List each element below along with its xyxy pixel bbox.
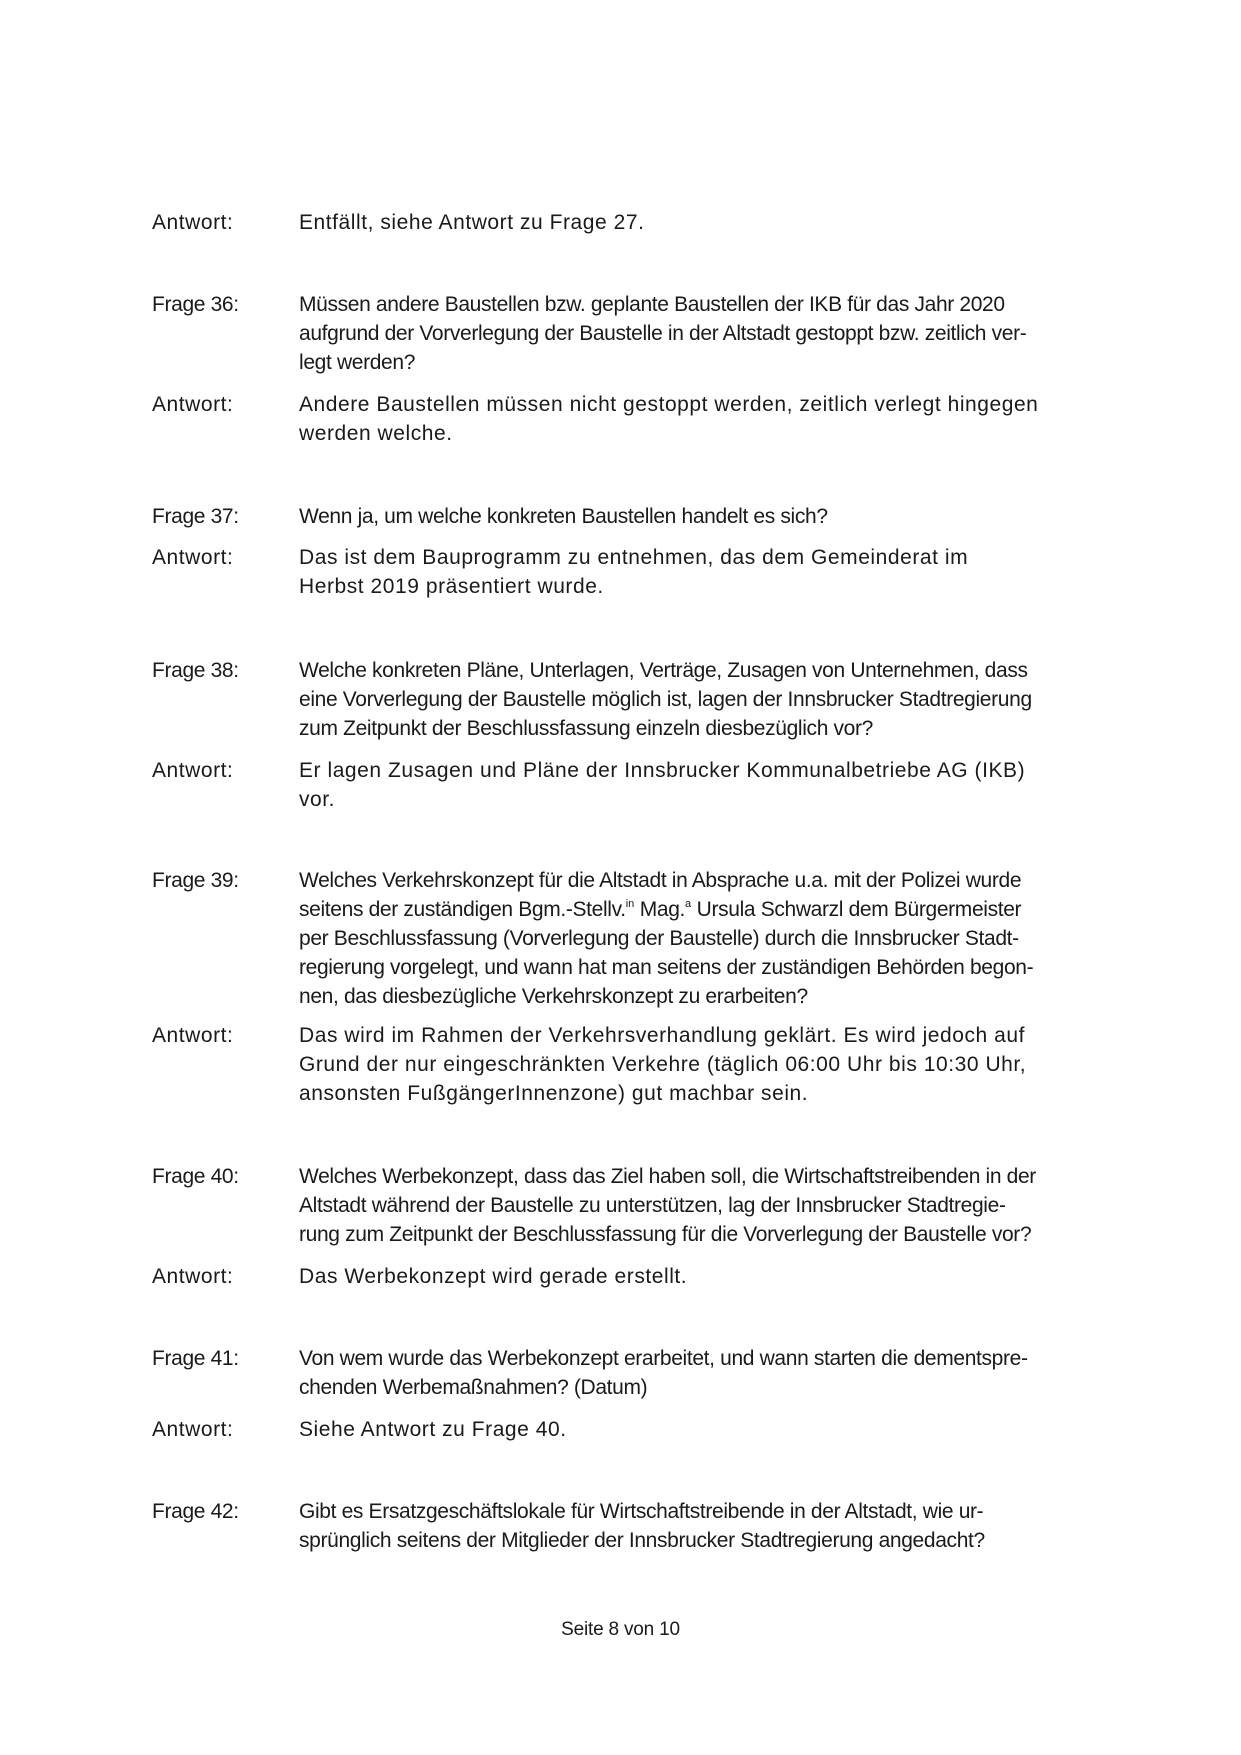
answer-text bbox=[299, 208, 1241, 237]
text-line: zum Zeitpunkt der Beschlussfassung einzeln diesbezüglich vor? bbox=[299, 717, 873, 740]
text-line: eine Vorverlegung der Baustelle möglich ist, lagen der Innsbrucker Stadtregierung bbox=[299, 688, 1032, 711]
answer-label: Antwort: bbox=[152, 759, 234, 782]
page-number-footer: Seite 8 von 10 bbox=[561, 1619, 680, 1640]
text-line: sprünglich seitens der Mitglieder der Innsbrucker Stadtregierung angedacht? bbox=[299, 1529, 985, 1552]
text-line: per Beschlussfassung (Vorverlegung der Baustelle) durch die Innsbrucker Stadt- bbox=[299, 927, 1019, 950]
question-text bbox=[299, 656, 1241, 743]
text-line: Das Werbekonzept wird gerade erstellt. bbox=[299, 1265, 688, 1288]
text-line: chenden Werbemaßnahmen? (Datum) bbox=[299, 1376, 648, 1399]
text-line: ansonsten FußgängerInnenzone) gut machbar sein. bbox=[299, 1082, 809, 1105]
text-line: Welches Werbekonzept, dass das Ziel haben soll, die Wirtschaftstreibenden in der bbox=[299, 1165, 1036, 1188]
text-line: regierung vorgelegt, und wann hat man seitens der zuständigen Behörden begon- bbox=[299, 956, 1034, 979]
text-line-with-superscripts bbox=[299, 895, 1241, 924]
question-text bbox=[299, 866, 1241, 1011]
question-label: Frage 42: bbox=[152, 1500, 239, 1523]
text-line: legt werden? bbox=[299, 351, 416, 374]
text-line: Herbst 2019 präsentiert wurde. bbox=[299, 575, 604, 598]
text-line: Von wem wurde das Werbekonzept erarbeitet, und wann starten die dementspre- bbox=[299, 1347, 1028, 1370]
text-line: Andere Baustellen müssen nicht gestoppt werden, zeitlich verlegt hingegen bbox=[299, 393, 1039, 416]
question-text bbox=[299, 1344, 1241, 1402]
question-text bbox=[299, 1497, 1241, 1555]
text-line: rung zum Zeitpunkt der Beschlussfassung für die Vorverlegung der Baustelle vor? bbox=[299, 1223, 1032, 1246]
question-label: Frage 37: bbox=[152, 505, 239, 528]
text-line: Das wird im Rahmen der Verkehrsverhandlung geklärt. Es wird jedoch auf bbox=[299, 1024, 1025, 1047]
text-line: Er lagen Zusagen und Pläne der Innsbrucker Kommunalbetriebe AG (IKB) bbox=[299, 759, 1026, 782]
text-line: Gibt es Ersatzgeschäftslokale für Wirtschaftstreibende in der Altstadt, wie ur- bbox=[299, 1500, 984, 1523]
text-line: Grund der nur eingeschränkten Verkehre (täglich 06:00 Uhr bis 10:30 Uhr, bbox=[299, 1053, 1027, 1076]
question-label: Frage 40: bbox=[152, 1165, 239, 1188]
question-text bbox=[299, 290, 1241, 377]
superscript: in bbox=[625, 898, 635, 910]
question-label: Frage 39: bbox=[152, 869, 239, 892]
answer-label: Antwort: bbox=[152, 546, 234, 569]
text-line: Müssen andere Baustellen bzw. geplante Baustellen der IKB für das Jahr 2020 bbox=[299, 293, 1005, 316]
text-line: Welches Verkehrskonzept für die Altstadt in Absprache u.a. mit der Polizei wurde bbox=[299, 869, 1022, 892]
text-line: Siehe Antwort zu Frage 40. bbox=[299, 1418, 567, 1441]
question-label: Frage 36: bbox=[152, 293, 239, 316]
question-text bbox=[299, 1162, 1241, 1249]
superscript: a bbox=[685, 898, 692, 910]
question-label: Frage 38: bbox=[152, 659, 239, 682]
question-text bbox=[299, 502, 1241, 531]
answer-label: Antwort: bbox=[152, 1265, 234, 1288]
answer-label: Antwort: bbox=[152, 393, 234, 416]
answer-text bbox=[299, 1262, 1241, 1291]
answer-label: Antwort: bbox=[152, 1024, 234, 1047]
answer-text bbox=[299, 390, 1241, 448]
text-line: Wenn ja, um welche konkreten Baustellen handelt es sich? bbox=[299, 505, 828, 528]
text-fragment: seitens der zuständigen Bgm.-Stellv. bbox=[299, 898, 626, 921]
text-line: nen, das diesbezügliche Verkehrskonzept zu erarbeiten? bbox=[299, 985, 808, 1008]
text-line: Altstadt während der Baustelle zu unterstützen, lag der Innsbrucker Stadtregie- bbox=[299, 1194, 1006, 1217]
text-line: Entfällt, siehe Antwort zu Frage 27. bbox=[299, 211, 645, 234]
text-line: vor. bbox=[299, 788, 336, 811]
text-line: werden welche. bbox=[299, 422, 453, 445]
answer-text bbox=[299, 756, 1241, 814]
answer-text bbox=[299, 543, 1241, 601]
text-line: Das ist dem Bauprogramm zu entnehmen, das dem Gemeinderat im bbox=[299, 546, 969, 569]
answer-text bbox=[299, 1415, 1241, 1444]
answer-label: Antwort: bbox=[152, 1418, 234, 1441]
text-fragment: Ursula Schwarzl dem Bürgermeister bbox=[691, 898, 1022, 921]
text-fragment: Mag. bbox=[634, 898, 686, 921]
answer-text bbox=[299, 1021, 1241, 1108]
question-label: Frage 41: bbox=[152, 1347, 239, 1370]
answer-label: Antwort: bbox=[152, 211, 234, 234]
text-line: Welche konkreten Pläne, Unterlagen, Verträge, Zusagen von Unternehmen, dass bbox=[299, 659, 1028, 682]
text-line: aufgrund der Vorverlegung der Baustelle in der Altstadt gestoppt bzw. zeitlich ver- bbox=[299, 322, 1027, 345]
